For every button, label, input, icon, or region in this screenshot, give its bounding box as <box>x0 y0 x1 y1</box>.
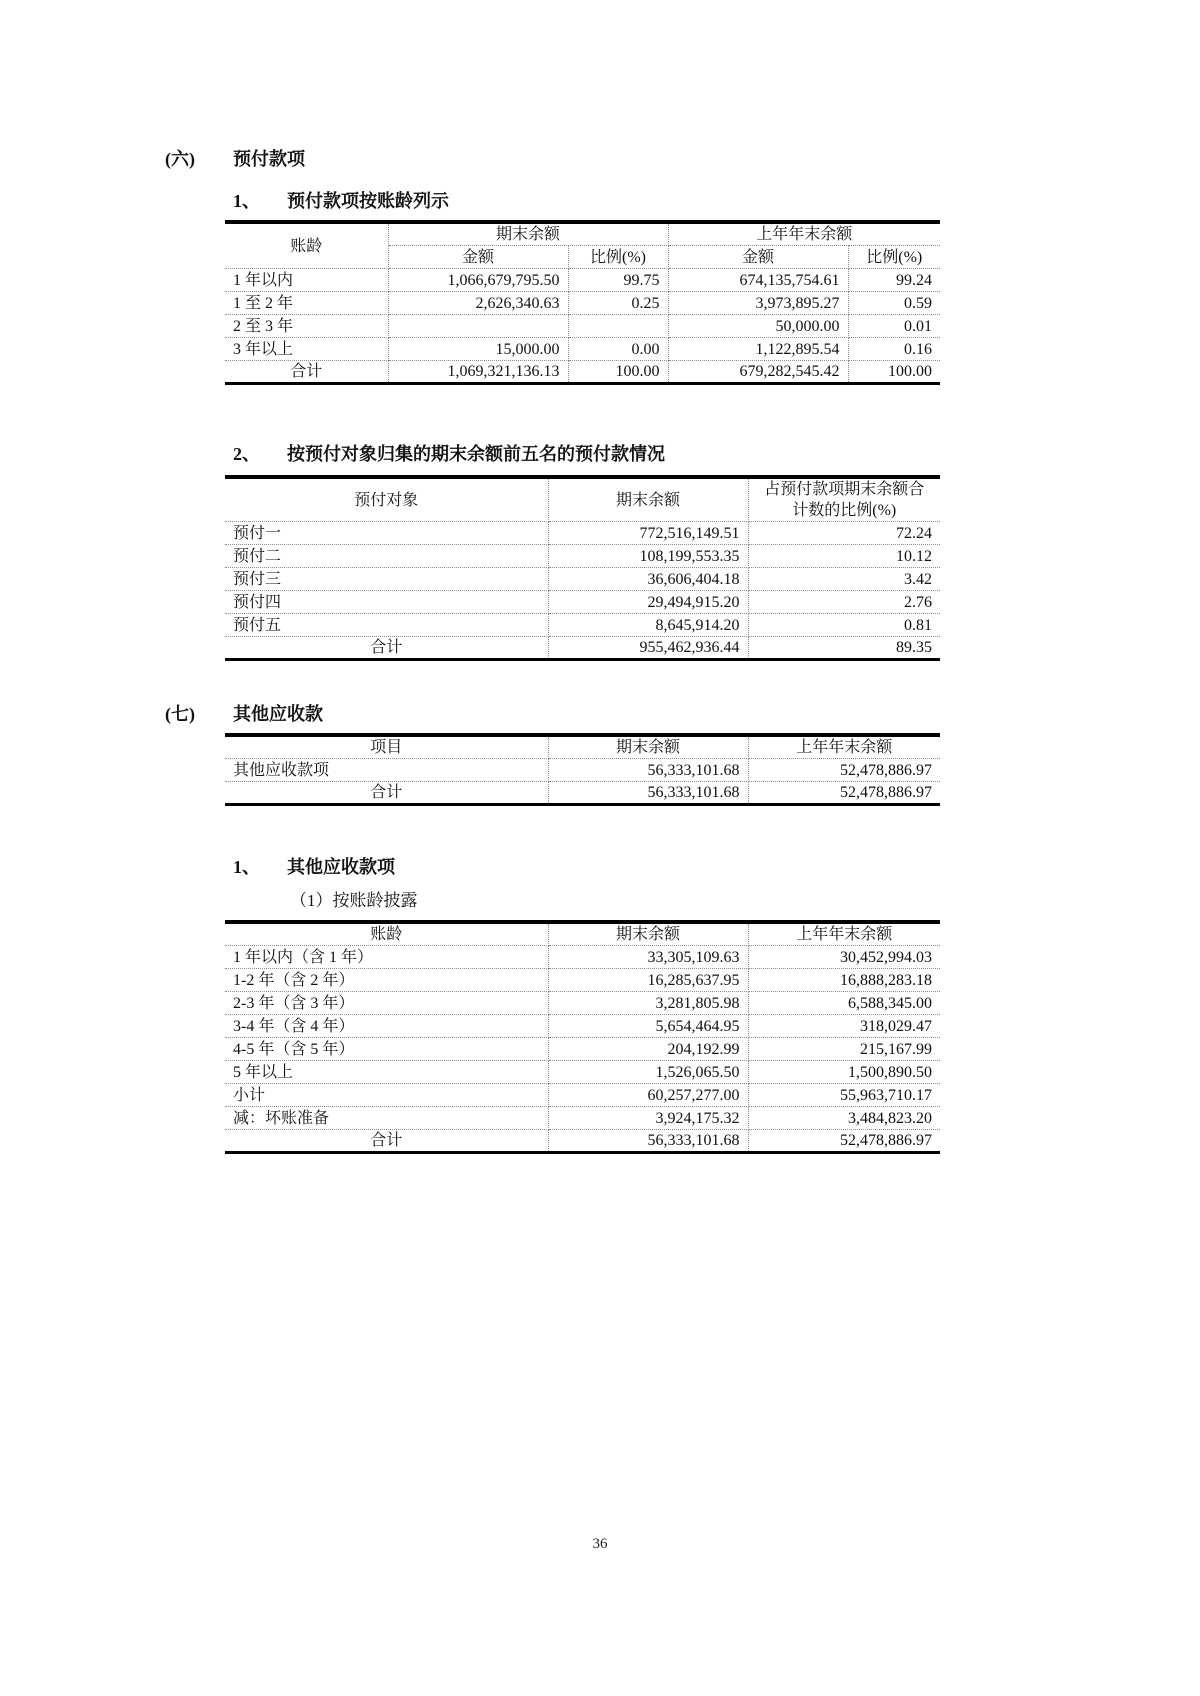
ratio-cell: 72.24 <box>748 522 940 545</box>
amount-cell: 3,281,805.98 <box>548 992 748 1015</box>
table-total-row <box>225 361 940 384</box>
amount-cell: 52,478,886.97 <box>840 1132 932 1149</box>
section-7-heading <box>165 703 1200 725</box>
ratio-cell: 99.24 <box>848 269 940 292</box>
ratio-cell <box>568 315 668 338</box>
amount-cell: 30,452,994.03 <box>748 946 940 969</box>
amount-cell: 56,333,101.68 <box>548 759 748 782</box>
target-cell: 预付五 <box>225 614 548 637</box>
table-header-row <box>225 477 940 522</box>
amount-cell <box>388 315 568 338</box>
amount-cell: 55,963,710.17 <box>748 1084 940 1107</box>
top5-prepayments-table <box>225 475 940 661</box>
amount-column-header: 金额 <box>388 246 568 269</box>
table-row <box>225 269 940 292</box>
amount-cell: 56,333,101.68 <box>548 782 748 805</box>
table-row <box>225 1084 940 1107</box>
target-column-header: 预付对象 <box>225 477 548 522</box>
aging-column-header: 账龄 <box>225 222 388 269</box>
amount-cell: 15,000.00 <box>388 338 568 361</box>
table-row <box>225 545 940 568</box>
section-7-label: (七) <box>165 704 195 724</box>
ratio-cell: 0.25 <box>568 292 668 315</box>
amount-cell: 8,645,914.20 <box>548 614 748 637</box>
ratio-column-header: 比例(%) <box>568 246 668 269</box>
ratio-cell: 99.75 <box>568 269 668 292</box>
target-cell: 预付三 <box>225 568 548 591</box>
ratio-column-header <box>748 477 940 522</box>
section-6-sub1-title: 预付款项按账龄列示 <box>287 191 449 211</box>
ratio-cell: 0.81 <box>748 614 940 637</box>
aging-column-header: 账龄 <box>225 922 548 946</box>
ratio-header-line2: 计数的比例(%) <box>792 502 897 519</box>
amount-cell: 50,000.00 <box>668 315 848 338</box>
table-row <box>225 591 940 614</box>
prior-year-group-header: 上年年末余额 <box>668 222 940 246</box>
item-cell: 其他应收款项 <box>225 759 548 782</box>
prepayments-aging-table <box>225 220 940 385</box>
amount-cell: 215,167.99 <box>748 1038 940 1061</box>
item-column-header: 项目 <box>225 735 548 759</box>
ratio-header-line1: 占预付款项期末余额合 <box>764 481 925 498</box>
ratio-cell: 2.76 <box>748 591 940 614</box>
total-label-cell: 合计 <box>225 637 548 660</box>
ratio-cell: 0.01 <box>848 315 940 338</box>
section-7-sub1-title: 其他应收款项 <box>287 857 395 877</box>
amount-cell: 52,478,886.97 <box>748 759 940 782</box>
aging-cell: 1 年以内 <box>225 269 388 292</box>
aging-disclosure-subtitle: （1）按账龄披露 <box>290 891 418 910</box>
target-cell: 预付四 <box>225 591 548 614</box>
other-receivables-aging-table <box>225 920 940 1154</box>
table-row <box>225 522 940 545</box>
amount-cell: 36,606,404.18 <box>548 568 748 591</box>
ratio-cell: 100.00 <box>568 361 668 384</box>
ratio-cell: 100.00 <box>888 363 933 380</box>
total-label-cell: 合计 <box>225 361 388 384</box>
section-6-sub2-number: 2、 <box>233 444 260 464</box>
amount-cell: 1,069,321,136.13 <box>388 361 568 384</box>
section-7-title: 其他应收款 <box>233 704 323 724</box>
section-6-sub2-heading <box>233 443 1200 465</box>
ending-balance-column-header: 期末余额 <box>548 735 748 759</box>
amount-cell: 3,973,895.27 <box>668 292 848 315</box>
ratio-cell: 0.00 <box>568 338 668 361</box>
aging-cell: 4-5 年（含 5 年） <box>225 1038 548 1061</box>
amount-cell: 108,199,553.35 <box>548 545 748 568</box>
amount-cell: 16,285,637.95 <box>548 969 748 992</box>
table-header-row <box>225 922 940 946</box>
aging-cell: 5 年以上 <box>225 1061 548 1084</box>
table-row <box>225 1038 940 1061</box>
ratio-cell: 89.35 <box>896 639 932 656</box>
table-row <box>225 292 940 315</box>
section-6-title: 预付款项 <box>233 149 305 169</box>
amount-cell: 56,333,101.68 <box>548 1130 748 1153</box>
table-header-row <box>225 735 940 759</box>
amount-cell: 674,135,754.61 <box>668 269 848 292</box>
amount-cell: 60,257,277.00 <box>548 1084 748 1107</box>
table-row <box>225 315 940 338</box>
table-row <box>225 1061 940 1084</box>
table-row <box>225 759 940 782</box>
aging-cell: 小计 <box>225 1084 548 1107</box>
ratio-cell: 3.42 <box>748 568 940 591</box>
aging-cell: 1-2 年（含 2 年） <box>225 969 548 992</box>
amount-cell: 33,305,109.63 <box>548 946 748 969</box>
ratio-cell: 0.16 <box>848 338 940 361</box>
prior-year-column-header: 上年年末余额 <box>748 922 940 946</box>
amount-cell: 679,282,545.42 <box>668 361 848 384</box>
amount-cell: 2,626,340.63 <box>388 292 568 315</box>
table-row <box>225 992 940 1015</box>
table-row <box>225 946 940 969</box>
page-number: 36 <box>592 1536 608 1552</box>
amount-cell: 1,122,895.54 <box>668 338 848 361</box>
table-row <box>225 568 940 591</box>
ending-balance-column-header: 期末余额 <box>548 477 748 522</box>
amount-cell: 318,029.47 <box>748 1015 940 1038</box>
table-total-row <box>225 637 940 660</box>
table-row <box>225 1015 940 1038</box>
aging-cell: 3-4 年（含 4 年） <box>225 1015 548 1038</box>
aging-cell: 1 至 2 年 <box>225 292 388 315</box>
table-total-row <box>225 782 940 805</box>
amount-cell: 52,478,886.97 <box>840 784 932 801</box>
ending-balance-column-header: 期末余额 <box>548 922 748 946</box>
aging-cell: 减：坏账准备 <box>225 1107 548 1130</box>
target-cell: 预付二 <box>225 545 548 568</box>
amount-cell: 29,494,915.20 <box>548 591 748 614</box>
amount-cell: 772,516,149.51 <box>548 522 748 545</box>
ratio-cell: 10.12 <box>748 545 940 568</box>
ending-balance-group-header: 期末余额 <box>388 222 668 246</box>
section-6-heading <box>165 148 1200 170</box>
table-total-row <box>225 1130 940 1153</box>
amount-column-header: 金额 <box>668 246 848 269</box>
section-7-sub1-heading <box>233 856 1200 878</box>
aging-cell: 2-3 年（含 3 年） <box>225 992 548 1015</box>
section-7-sub1-number: 1、 <box>233 857 260 877</box>
aging-cell: 1 年以内（含 1 年） <box>225 946 548 969</box>
amount-cell: 955,462,936.44 <box>548 637 748 660</box>
amount-cell: 3,924,175.32 <box>548 1107 748 1130</box>
amount-cell: 1,526,065.50 <box>548 1061 748 1084</box>
amount-cell: 204,192.99 <box>548 1038 748 1061</box>
aging-cell: 3 年以上 <box>225 338 388 361</box>
target-cell: 预付一 <box>225 522 548 545</box>
section-6-label: (六) <box>165 149 195 169</box>
amount-cell: 3,484,823.20 <box>748 1107 940 1130</box>
table-row <box>225 338 940 361</box>
amount-cell: 1,066,679,795.50 <box>388 269 568 292</box>
table-row <box>225 614 940 637</box>
table-header-row <box>225 222 940 246</box>
table-row <box>225 969 940 992</box>
aging-cell: 2 至 3 年 <box>225 315 388 338</box>
total-label-cell: 合计 <box>225 1130 548 1153</box>
ratio-column-header: 比例(%) <box>848 246 940 269</box>
other-receivables-summary-table <box>225 733 940 806</box>
amount-cell: 1,500,890.50 <box>748 1061 940 1084</box>
amount-cell: 5,654,464.95 <box>548 1015 748 1038</box>
ratio-cell: 0.59 <box>848 292 940 315</box>
total-label-cell: 合计 <box>225 782 548 805</box>
prior-year-column-header: 上年年末余额 <box>748 735 940 759</box>
amount-cell: 6,588,345.00 <box>748 992 940 1015</box>
section-6-sub1-number: 1、 <box>233 191 260 211</box>
section-6-sub2-title: 按预付对象归集的期末余额前五名的预付款情况 <box>287 444 665 464</box>
amount-cell: 16,888,283.18 <box>748 969 940 992</box>
section-6-sub1-heading <box>233 190 1200 212</box>
table-row <box>225 1107 940 1130</box>
